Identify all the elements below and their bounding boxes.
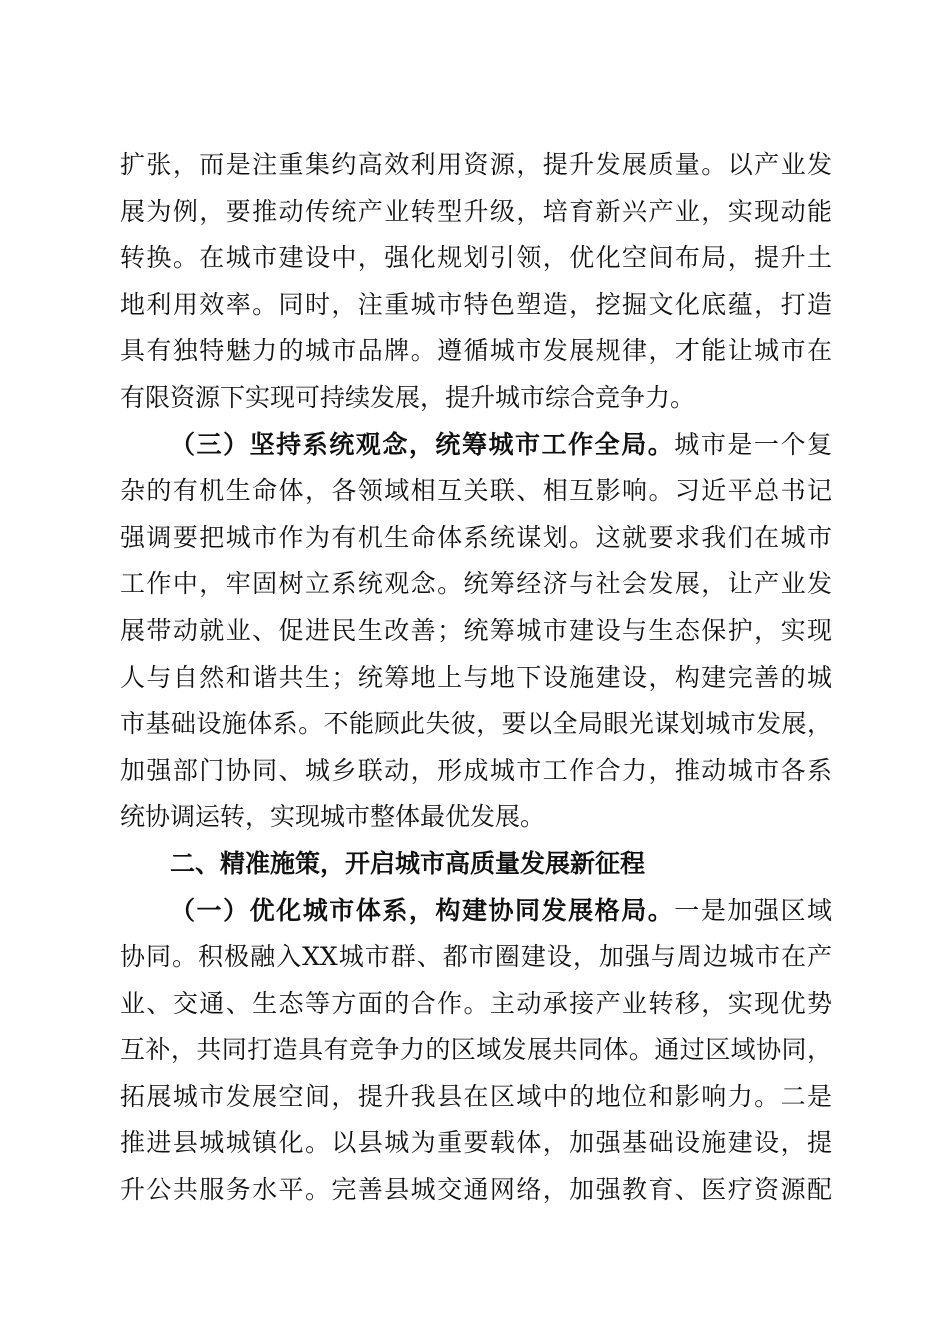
paragraph-line: 统协调运转，实现城市整体最优发展。 [120,802,546,832]
section-heading: 二、精准施策，开启城市高质量发展新征程 [170,848,646,878]
section-2-1-first-line [120,888,832,935]
paragraph-line: 扩张，而是注重集约高效利用资源，提升发展质量。以产业发 [120,150,832,179]
paragraph-line: 互补，共同打造具有竞争力的区域发展共同体。通过区域协同， [120,1035,832,1065]
paragraph-line: 杂的有机生命体，各领域相互关联、相互影响。习近平总书记 [120,476,832,506]
paragraph-line: 有限资源下实现可持续发展，提升城市综合竞争力。 [120,382,696,412]
document-body [120,142,832,1214]
paragraph-line: 强调要把城市作为有机生命体系统谋划。这就要求我们在城市 [120,522,832,552]
paragraph-line: 加强部门协同、城乡联动，形成城市工作合力，推动城市各系 [120,755,832,785]
section-3-first-line [120,422,832,469]
paragraph-line: 拓展城市发展空间，提升我县在区域中的地位和影响力。二是 [120,1081,832,1111]
paragraph-line: 推进县城城镇化。以县城为重要载体，加强基础设施建设，提 [120,1128,832,1158]
paragraph-line: 业、交通、生态等方面的合作。主动承接产业转移，实现优势 [120,988,832,1018]
paragraph-line: 转换。在城市建设中，强化规划引领，优化空间布局，提升土 [120,243,832,273]
paragraph-line: 展为例，要推动传统产业转型升级，培育新兴产业，实现动能 [120,196,832,226]
paragraph-line: 市基础设施体系。不能顾此失彼，要以全局眼光谋划城市发展， [120,709,832,739]
section-2-1-lead: （一）优化城市体系，构建协同发展格局。 [170,895,675,925]
paragraph-line: 展带动就业、促进民生改善；统筹城市建设与生态保护，实现 [120,615,832,645]
section-2-1-first-rest: 一是加强区域 [674,895,832,925]
paragraph-line: 人与自然和谐共生；统筹地上与地下设施建设，构建完善的城 [120,662,832,692]
section-3-lead: （三）坚持系统观念，统筹城市工作全局。 [170,429,675,459]
paragraph-line: 协同。积极融入XX城市群、都市圈建设，加强与周边城市在产 [120,942,832,972]
paragraph-line: 工作中，牢固树立系统观念。统筹经济与社会发展，让产业发 [120,569,832,599]
paragraph-line: 地利用效率。同时，注重城市特色塑造，挖掘文化底蕴，打造 [120,289,832,319]
section-3-first-rest: 城市是一个复 [674,429,832,459]
paragraph-line: 升公共服务水平。完善县城交通网络，加强教育、医疗资源配 [120,1175,832,1205]
paragraph-line: 具有独特魅力的城市品牌。遵循城市发展规律，才能让城市在 [120,336,832,366]
